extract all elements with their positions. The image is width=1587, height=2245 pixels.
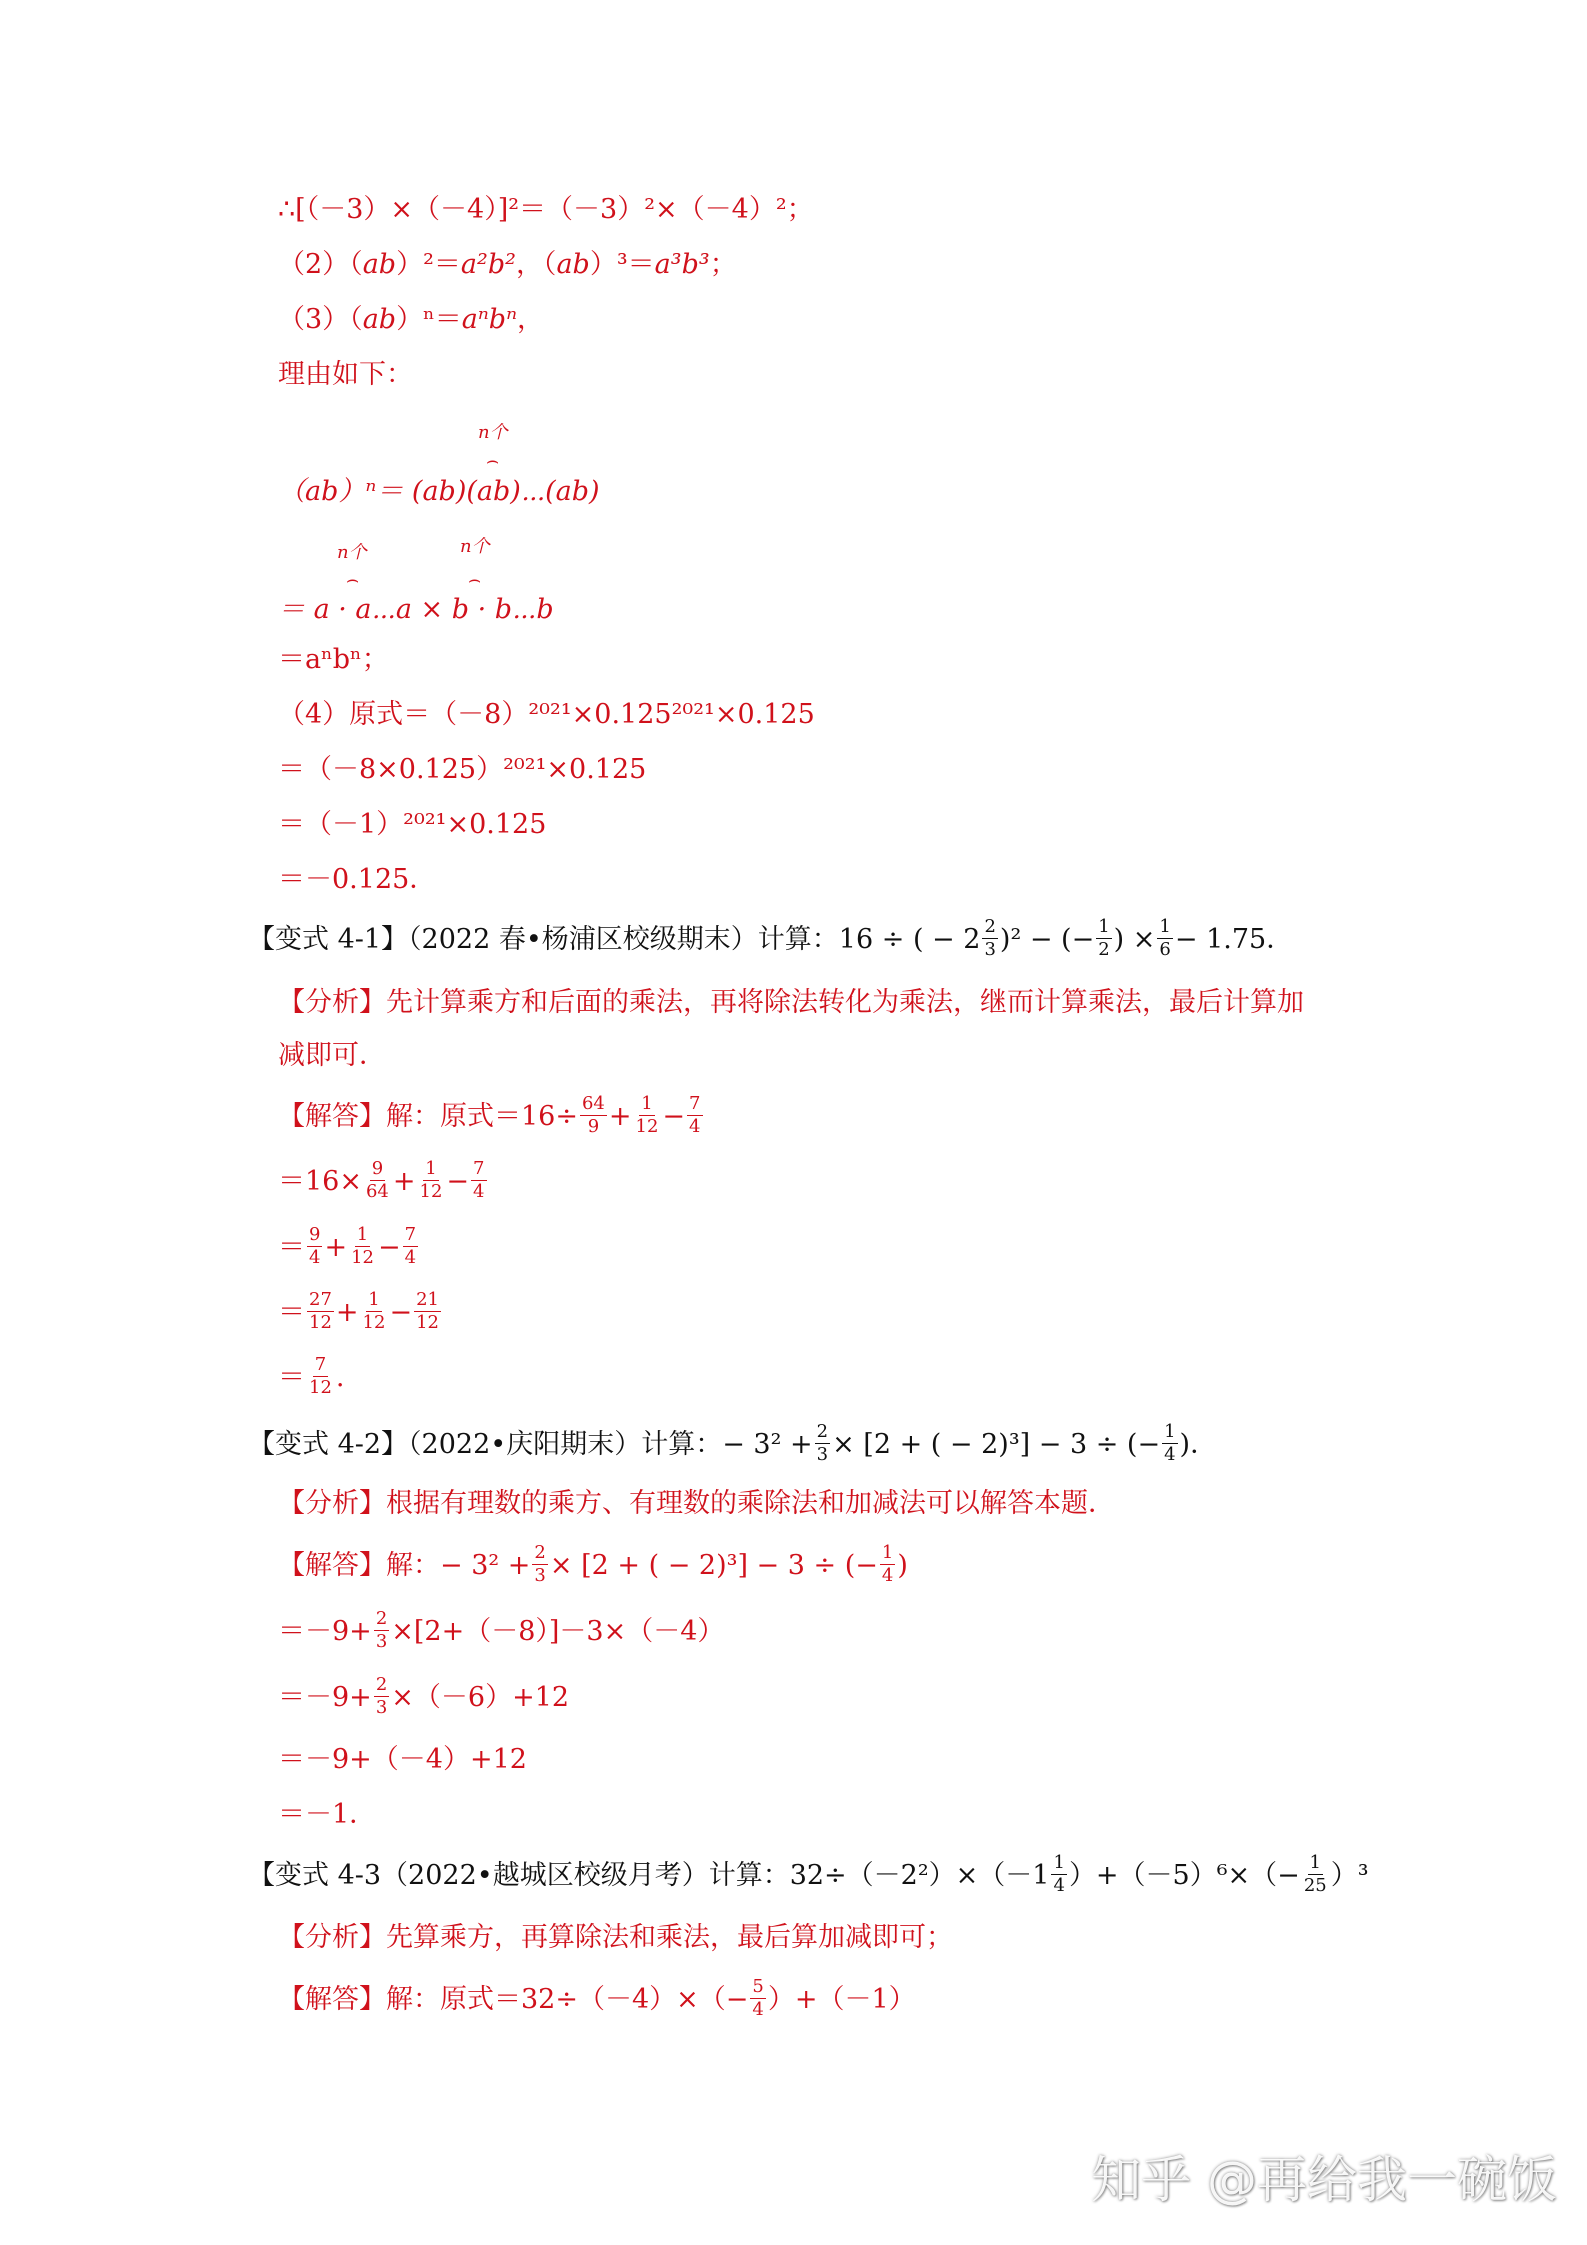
expand-line-2: ＝ a · a⋯a × b · b⋯b xyxy=(278,594,554,625)
arc-mark-b: ⌢ xyxy=(468,567,482,591)
variant-4-1-answer: 【解答】解：原式＝16÷ $\frac{64}{9}$ + $\frac{1}{12}$ − $\frac{7}{4}$ xyxy=(278,1093,701,1137)
part4-line-1: （4）原式＝（－8）²⁰²¹×0.125²⁰²¹×0.125 xyxy=(278,699,815,730)
part4-line-3: ＝（－1）²⁰²¹×0.125 xyxy=(278,809,547,840)
variant-4-2-step-2: ＝－9+ $\frac{2}{3}$ ×（－6）+12 xyxy=(278,1674,570,1718)
variant-4-2-step-3: ＝－9+（－4）+12 xyxy=(278,1744,527,1775)
proof-line-3: （3）（ab）ⁿ＝aⁿbⁿ， xyxy=(278,304,545,335)
part4-line-2: ＝（－8×0.125）²⁰²¹×0.125 xyxy=(278,754,647,785)
variant-4-1-step-2: ＝16× $\frac{9}{64}$ + $\frac{1}{12}$ − $\frac{7}{4}$ xyxy=(278,1158,485,1202)
variant-4-1-question: 【变式 4-1】（2022 春•杨浦区校级期末）计算：16 ÷ ( − 2 $\frac{2}{3}$ )² − (− $\frac{1}{2}$ ) × $\frac{1}{6}$ − 1.75． xyxy=(248,916,1294,960)
proof-line-1: ∴[（－3）×（－4）]²＝（－3）²×（－4）²； xyxy=(278,194,814,225)
variant-4-3-analysis: 【分析】先算乘方，再算除法和乘法，最后算加减即可； xyxy=(278,1922,953,1953)
overbrace-label-b: n个 xyxy=(460,536,490,557)
variant-4-1-step-5: ＝ $\frac{7}{12}$ . xyxy=(278,1354,345,1398)
reason-label: 理由如下： xyxy=(278,359,413,390)
watermark: 知乎 @再给我一碗饭 xyxy=(1091,2151,1557,2209)
expand-line-1: （ab）ⁿ＝ (ab)(ab)⋯(ab) xyxy=(278,476,600,507)
part4-line-4: ＝－0.125． xyxy=(278,864,437,895)
variant-4-2-step-4: ＝－1． xyxy=(278,1799,377,1830)
variant-4-2-analysis: 【分析】根据有理数的乘方、有理数的乘除法和加减法可以解答本题． xyxy=(278,1488,1115,1519)
variant-4-1-analysis: 【分析】先计算乘方和后面的乘法，再将除法转化为乘法，继而计算乘法，最后计算加 xyxy=(278,987,1304,1018)
variant-4-2-question: 【变式 4-2】（2022•庆阳期末）计算：− 3² + $\frac{2}{3}$ × [2 + ( − 2)³] − 3 ÷ (− $\frac{1}{4}$ )． xyxy=(248,1421,1218,1465)
variant-4-1-analysis-cont: 减即可． xyxy=(278,1040,386,1071)
overbrace-label: n个 xyxy=(478,422,508,443)
proof-line-2: （2）（ab）²＝a²b²，（ab）³＝a³b³； xyxy=(278,249,737,280)
result-line: ＝aⁿbⁿ； xyxy=(278,644,389,675)
variant-4-3-question: 【变式 4-3（2022•越城区校级月考）计算：32÷（－2²）×（－1 $\frac{1}{4}$ ）+（－5）⁶×（− $\frac{1}{25}$ ）³ xyxy=(248,1852,1369,1896)
overbrace-label-a: n个 xyxy=(337,542,367,563)
variant-4-3-answer: 【解答】解：原式＝32÷（－4）×（− $\frac{5}{4}$ ）+（－1） xyxy=(278,1976,916,2020)
variant-4-2-answer: 【解答】解：− 3² + $\frac{2}{3}$ × [2 + ( − 2)³] − 3 ÷ (− $\frac{1}{4}$ ) xyxy=(278,1542,908,1586)
variant-4-1-step-3: ＝ $\frac{9}{4}$ + $\frac{1}{12}$ − $\frac{7}{4}$ xyxy=(278,1224,417,1268)
arc-mark-a: ⌢ xyxy=(346,567,360,591)
arc-mark: ⌢ xyxy=(486,448,500,472)
variant-4-1-step-4: ＝ $\frac{27}{12}$ + $\frac{1}{12}$ − $\frac{21}{12}$ xyxy=(278,1289,439,1333)
variant-4-2-step-1: ＝－9+ $\frac{2}{3}$ ×[2+（－8）]－3×（－4） xyxy=(278,1608,725,1652)
